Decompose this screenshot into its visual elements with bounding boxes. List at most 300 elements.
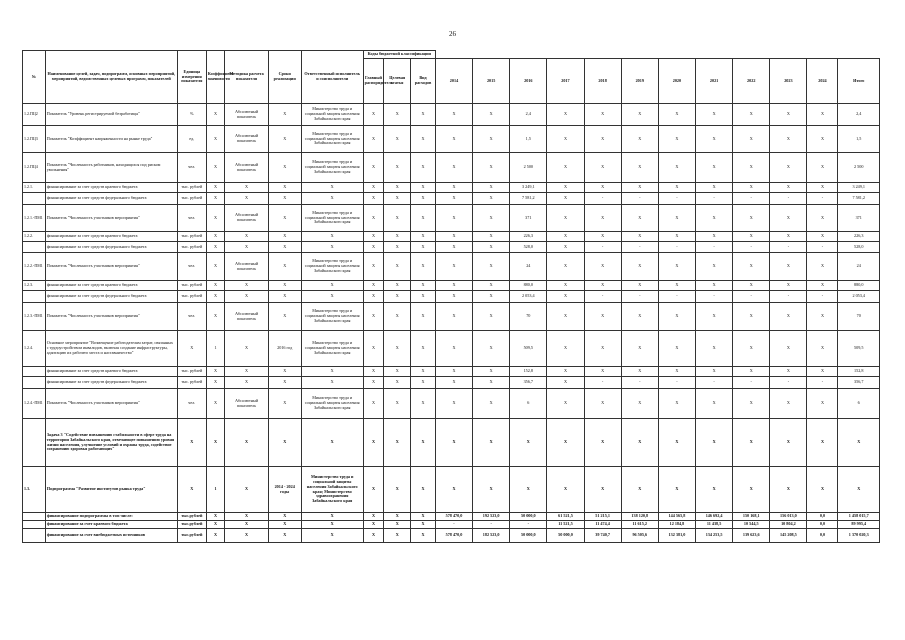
row-term: X — [268, 521, 301, 529]
row-year-2024: X — [807, 104, 838, 126]
row-expense-type: X — [411, 253, 436, 281]
header-year-2021: 2021 — [696, 59, 733, 104]
row-year-2019: X — [621, 126, 658, 153]
row-year-2019: X — [621, 467, 658, 513]
row-method: X — [225, 242, 268, 253]
row-year-2018: X — [584, 419, 621, 467]
table-row — [23, 126, 880, 153]
row-number: 1.2.2.-ПМ1 — [23, 253, 46, 281]
row-year-2017: X — [547, 467, 584, 513]
table-row — [23, 521, 880, 529]
row-term: X — [268, 153, 301, 183]
row-method: Абсолютный показатель — [225, 153, 268, 183]
table-row — [23, 467, 880, 513]
row-year-2024: 0,0 — [807, 513, 838, 521]
row-year-2016: 152,8 — [510, 367, 547, 377]
row-expense-type: X — [411, 232, 436, 242]
row-year-2018: X — [584, 205, 621, 232]
row-responsible: Министерство труда и социальной защиты населения Забайкальского края — [301, 253, 363, 281]
row-total: 89 995,4 — [838, 521, 880, 529]
row-year-2024: X — [807, 253, 838, 281]
row-method: X — [225, 513, 268, 521]
row-year-2015: X — [473, 291, 510, 303]
row-year-2021: X — [696, 281, 733, 291]
table-row — [23, 253, 880, 281]
row-name: финансирование за счет средств краевого бюджета — [45, 281, 177, 291]
row-year-2022: X — [733, 367, 770, 377]
row-year-2015: X — [473, 281, 510, 291]
row-year-2021: 146 692,4 — [696, 513, 733, 521]
row-responsible: X — [301, 367, 363, 377]
row-term: X — [268, 291, 301, 303]
row-year-2019: X — [621, 367, 658, 377]
row-year-2014: X — [435, 367, 472, 377]
row-year-2015: 192 523,0 — [473, 513, 510, 521]
header-year-2014: 2014 — [435, 59, 472, 104]
row-year-2024: 0,0 — [807, 521, 838, 529]
row-year-2014: X — [435, 232, 472, 242]
row-year-2021: X — [696, 153, 733, 183]
row-year-2022: X — [733, 253, 770, 281]
row-year-2016: 371 — [510, 205, 547, 232]
row-year-2021: X — [696, 419, 733, 467]
header-target-article: Целевая статья — [384, 59, 411, 104]
row-year-2015: X — [473, 104, 510, 126]
row-year-2017: X — [547, 242, 584, 253]
row-name: финансирование за счет средств краевого бюджета — [45, 367, 177, 377]
row-year-2016: 528,0 — [510, 242, 547, 253]
row-main-manager: X — [363, 232, 384, 242]
row-year-2020: - — [658, 291, 695, 303]
row-year-2020: X — [658, 253, 695, 281]
table-row — [23, 281, 880, 291]
row-number — [23, 367, 46, 377]
row-year-2023: X — [770, 232, 807, 242]
row-year-2015: X — [473, 419, 510, 467]
row-target-article: X — [384, 126, 411, 153]
row-year-2019: X — [621, 281, 658, 291]
header-name: Наименование целей, задач, подпрограмм, основных мероприятий, мероприятий, ведомственных целевых программ, показателей — [45, 51, 177, 104]
row-method: X — [225, 419, 268, 467]
row-unit: чел. — [177, 303, 206, 331]
row-year-2018: - — [584, 377, 621, 389]
row-term: X — [268, 205, 301, 232]
header-budget-codes: Коды бюджетной классификации — [363, 51, 435, 59]
row-year-2023: X — [770, 153, 807, 183]
row-target-article: X — [384, 419, 411, 467]
table-row — [23, 367, 880, 377]
row-year-2023: - — [770, 291, 807, 303]
row-year-2020: 144 565,8 — [658, 513, 695, 521]
row-year-2015: X — [473, 367, 510, 377]
row-unit: X — [177, 331, 206, 367]
row-unit: чел. — [177, 205, 206, 232]
row-responsible: X — [301, 521, 363, 529]
row-expense-type: X — [411, 377, 436, 389]
row-unit: ед. — [177, 126, 206, 153]
row-coefficient: X — [206, 253, 225, 281]
row-term: X — [268, 281, 301, 291]
row-year-2022: - — [733, 242, 770, 253]
row-expense-type: X — [411, 153, 436, 183]
row-responsible: X — [301, 377, 363, 389]
row-year-2014: X — [435, 126, 472, 153]
row-year-2016: 7 581,2 — [510, 193, 547, 205]
row-responsible: Министерство труда и социальной защиты населения Забайкальского края — [301, 153, 363, 183]
row-year-2017: X — [547, 419, 584, 467]
row-year-2016: 1,5 — [510, 126, 547, 153]
header-total: Итого — [838, 59, 880, 104]
row-year-2020: X — [658, 389, 695, 419]
row-unit: чел. — [177, 389, 206, 419]
row-main-manager: X — [363, 193, 384, 205]
row-year-2022: X — [733, 205, 770, 232]
row-year-2016: 880,0 — [510, 281, 547, 291]
row-method: X — [225, 281, 268, 291]
table-row — [23, 242, 880, 253]
row-coefficient: X — [206, 367, 225, 377]
row-target-article: X — [384, 253, 411, 281]
table-row — [23, 183, 880, 193]
row-responsible: X — [301, 242, 363, 253]
row-name: финансирование за счет краевого бюджета — [45, 521, 177, 529]
header-method: Методика расчета показателя — [225, 51, 268, 104]
row-coefficient: X — [206, 303, 225, 331]
header-year-2022: 2022 — [733, 59, 770, 104]
row-name: финансирование за счет средств краевого бюджета — [45, 232, 177, 242]
row-year-2016: 2 500 — [510, 153, 547, 183]
row-expense-type: X — [411, 367, 436, 377]
row-year-2020: - — [658, 193, 695, 205]
row-year-2014: X — [435, 377, 472, 389]
row-main-manager: X — [363, 521, 384, 529]
row-year-2014: X — [435, 104, 472, 126]
row-unit: чел. — [177, 253, 206, 281]
row-total: 2 053,4 — [838, 291, 880, 303]
row-year-2016: 2 053,4 — [510, 291, 547, 303]
row-year-2019: - — [621, 291, 658, 303]
row-target-article: X — [384, 331, 411, 367]
row-year-2017: X — [547, 303, 584, 331]
row-term: X — [268, 377, 301, 389]
row-method: Абсолютный показатель — [225, 126, 268, 153]
row-main-manager: X — [363, 513, 384, 521]
row-year-2024: X — [807, 389, 838, 419]
row-year-2014: X — [435, 183, 472, 193]
row-method: X — [225, 367, 268, 377]
row-term: X — [268, 367, 301, 377]
row-year-2016: 50 000,0 — [510, 529, 547, 543]
row-coefficient: X — [206, 521, 225, 529]
row-year-2023: 10 804,2 — [770, 521, 807, 529]
row-target-article: X — [384, 193, 411, 205]
row-year-2015: X — [473, 205, 510, 232]
row-coefficient: X — [206, 126, 225, 153]
row-term: 2014 - 2024 годы — [268, 467, 301, 513]
row-term: X — [268, 183, 301, 193]
row-term: X — [268, 303, 301, 331]
row-expense-type: X — [411, 303, 436, 331]
row-year-2021: X — [696, 253, 733, 281]
row-total: 2 500 — [838, 153, 880, 183]
row-method: X — [225, 183, 268, 193]
row-main-manager: X — [363, 303, 384, 331]
row-year-2023: X — [770, 367, 807, 377]
row-year-2016: 3 249,1 — [510, 183, 547, 193]
row-year-2019: 11 615,2 — [621, 521, 658, 529]
row-method: Абсолютный показатель — [225, 303, 268, 331]
row-coefficient: X — [206, 377, 225, 389]
row-number: 1.2.1. — [23, 183, 46, 193]
row-target-article: X — [384, 183, 411, 193]
row-responsible: Министерство труда и социальной защиты населения Забайкальского края — [301, 331, 363, 367]
header-expense-type: Вид расходов — [411, 59, 436, 104]
row-unit: тыс. рублей — [177, 377, 206, 389]
row-year-2020: X — [658, 104, 695, 126]
row-method: X — [225, 521, 268, 529]
row-number — [23, 529, 46, 543]
row-responsible: Министерство труда и социальной защиты населения Забайкальского края — [301, 104, 363, 126]
row-name: Показатель "Численность участников мероприятия" — [45, 389, 177, 419]
row-term: X — [268, 389, 301, 419]
header-num: № — [23, 51, 46, 104]
row-year-2023: X — [770, 104, 807, 126]
row-unit: X — [177, 419, 206, 467]
row-year-2020: X — [658, 303, 695, 331]
row-main-manager: X — [363, 242, 384, 253]
row-year-2022: X — [733, 281, 770, 291]
row-name: финансирование за счет внебюджетных источников — [45, 529, 177, 543]
row-year-2020: X — [658, 126, 695, 153]
row-year-2015: X — [473, 389, 510, 419]
row-year-2021: X — [696, 126, 733, 153]
row-year-2018: - — [584, 242, 621, 253]
row-year-2016: 226,3 — [510, 232, 547, 242]
row-year-2015: X — [473, 242, 510, 253]
row-target-article: X — [384, 367, 411, 377]
row-number: 1.2.4.-ПМ1 — [23, 389, 46, 419]
row-total: 3 249,1 — [838, 183, 880, 193]
row-number — [23, 193, 46, 205]
row-year-2024: X — [807, 303, 838, 331]
row-expense-type: X — [411, 291, 436, 303]
row-coefficient: 1 — [206, 467, 225, 513]
row-year-2021: - — [696, 377, 733, 389]
row-method: X — [225, 193, 268, 205]
row-year-2017: X — [547, 291, 584, 303]
row-year-2020: X — [658, 232, 695, 242]
row-year-2016: 50 000,0 — [510, 513, 547, 521]
row-year-2017: 61 521,5 — [547, 513, 584, 521]
row-method: X — [225, 467, 268, 513]
row-year-2018: X — [584, 467, 621, 513]
row-responsible: X — [301, 232, 363, 242]
header-year-2018: 2018 — [584, 59, 621, 104]
row-year-2020: X — [658, 281, 695, 291]
row-main-manager: X — [363, 529, 384, 543]
row-total: X — [838, 419, 880, 467]
row-name: финансирование за счет средств федерального бюджета — [45, 377, 177, 389]
row-main-manager: X — [363, 419, 384, 467]
row-responsible: Министерство труда и социальной защиты населения Забайкальского края — [301, 303, 363, 331]
row-year-2017: X — [547, 253, 584, 281]
row-year-2024: X — [807, 467, 838, 513]
row-term: X — [268, 242, 301, 253]
row-year-2019: 96 505,6 — [621, 529, 658, 543]
table-row — [23, 303, 880, 331]
row-year-2023: - — [770, 242, 807, 253]
row-year-2019: - — [621, 242, 658, 253]
row-year-2016: 509,5 — [510, 331, 547, 367]
row-year-2022: - — [733, 193, 770, 205]
row-year-2018: X — [584, 389, 621, 419]
row-year-2014: X — [435, 389, 472, 419]
row-unit: % — [177, 104, 206, 126]
row-year-2022: 150 168,1 — [733, 513, 770, 521]
row-year-2019: X — [621, 331, 658, 367]
row-number — [23, 521, 46, 529]
row-unit: тыс. рублей — [177, 183, 206, 193]
row-year-2021: X — [696, 183, 733, 193]
row-year-2014: X — [435, 291, 472, 303]
row-target-article: X — [384, 377, 411, 389]
row-unit: тыс. рублей — [177, 193, 206, 205]
row-year-2022: X — [733, 232, 770, 242]
row-year-2020: X — [658, 331, 695, 367]
row-coefficient: X — [206, 183, 225, 193]
row-year-2016: 70 — [510, 303, 547, 331]
row-name: Показатель "Численность участников мероприятия" — [45, 253, 177, 281]
row-responsible: X — [301, 529, 363, 543]
row-year-2022: X — [733, 104, 770, 126]
row-unit: чел. — [177, 153, 206, 183]
row-expense-type: X — [411, 389, 436, 419]
row-name: Показатель "Численность участников мероприятия" — [45, 205, 177, 232]
row-year-2024: X — [807, 232, 838, 242]
row-year-2020: X — [658, 419, 695, 467]
row-year-2014: X — [435, 242, 472, 253]
row-main-manager: X — [363, 205, 384, 232]
row-main-manager: X — [363, 153, 384, 183]
row-year-2019: X — [621, 205, 658, 232]
row-year-2017: X — [547, 331, 584, 367]
table-row — [23, 193, 880, 205]
row-year-2023: X — [770, 419, 807, 467]
row-main-manager: X — [363, 291, 384, 303]
row-main-manager: X — [363, 253, 384, 281]
row-total: 1,5 — [838, 126, 880, 153]
row-unit: тыс. рублей — [177, 232, 206, 242]
table-row — [23, 291, 880, 303]
row-expense-type: X — [411, 205, 436, 232]
row-year-2019: X — [621, 153, 658, 183]
row-responsible: Министерство труда и социальной защиты населения Забайкальского края — [301, 389, 363, 419]
row-year-2017: X — [547, 281, 584, 291]
row-year-2014: X — [435, 467, 472, 513]
header-year-2020: 2020 — [658, 59, 695, 104]
row-number — [23, 377, 46, 389]
row-year-2024: - — [807, 291, 838, 303]
row-year-2015: X — [473, 232, 510, 242]
row-year-2017: X — [547, 153, 584, 183]
row-total: 1 370 020,3 — [838, 529, 880, 543]
row-year-2015: X — [473, 331, 510, 367]
row-year-2021: 11 438,5 — [696, 521, 733, 529]
row-year-2022: X — [733, 183, 770, 193]
row-coefficient: X — [206, 281, 225, 291]
row-total: 226,3 — [838, 232, 880, 242]
row-year-2017: X — [547, 193, 584, 205]
row-number: 1.2.1.-ПМ1 — [23, 205, 46, 232]
row-year-2016: X — [510, 419, 547, 467]
row-year-2015: - — [473, 521, 510, 529]
row-unit: X — [177, 467, 206, 513]
row-year-2019: - — [621, 193, 658, 205]
table-row — [23, 153, 880, 183]
row-year-2014: X — [435, 419, 472, 467]
row-unit: тыс. рублей — [177, 281, 206, 291]
row-number: 1.2.3. — [23, 281, 46, 291]
row-year-2020: 12 184,8 — [658, 521, 695, 529]
row-year-2024: - — [807, 377, 838, 389]
row-coefficient: X — [206, 513, 225, 521]
row-term: X — [268, 104, 301, 126]
row-year-2014: X — [435, 193, 472, 205]
row-year-2023: X — [770, 183, 807, 193]
row-year-2021: X — [696, 232, 733, 242]
table-row — [23, 419, 880, 467]
row-year-2023: X — [770, 281, 807, 291]
table-row — [23, 513, 880, 521]
header-year-2023: 2023 — [770, 59, 807, 104]
header-year-2015: 2015 — [473, 59, 510, 104]
row-year-2016: 356,7 — [510, 377, 547, 389]
row-term: X — [268, 232, 301, 242]
row-target-article: X — [384, 529, 411, 543]
row-target-article: X — [384, 291, 411, 303]
row-method: Абсолютный показатель — [225, 104, 268, 126]
row-total: 152,8 — [838, 367, 880, 377]
row-year-2018: 11 474,4 — [584, 521, 621, 529]
row-unit: тыс.рублей — [177, 513, 206, 521]
row-coefficient: X — [206, 232, 225, 242]
row-year-2018: X — [584, 153, 621, 183]
table-row — [23, 389, 880, 419]
row-year-2019: X — [621, 232, 658, 242]
row-responsible: X — [301, 513, 363, 521]
row-year-2024: X — [807, 183, 838, 193]
row-coefficient: X — [206, 193, 225, 205]
row-year-2023: X — [770, 389, 807, 419]
row-year-2018: X — [584, 104, 621, 126]
row-year-2020: X — [658, 183, 695, 193]
row-year-2018: X — [584, 126, 621, 153]
row-main-manager: X — [363, 281, 384, 291]
row-coefficient: X — [206, 291, 225, 303]
table-row — [23, 104, 880, 126]
row-target-article: X — [384, 153, 411, 183]
row-responsible: X — [301, 183, 363, 193]
row-year-2014: 578 470,0 — [435, 529, 472, 543]
row-expense-type: X — [411, 242, 436, 253]
row-year-2022: X — [733, 331, 770, 367]
row-year-2023: X — [770, 126, 807, 153]
row-number: 1.2.4. — [23, 331, 46, 367]
row-method: Абсолютный показатель — [225, 253, 268, 281]
row-responsible: X — [301, 291, 363, 303]
row-year-2015: X — [473, 303, 510, 331]
row-year-2020: X — [658, 205, 695, 232]
